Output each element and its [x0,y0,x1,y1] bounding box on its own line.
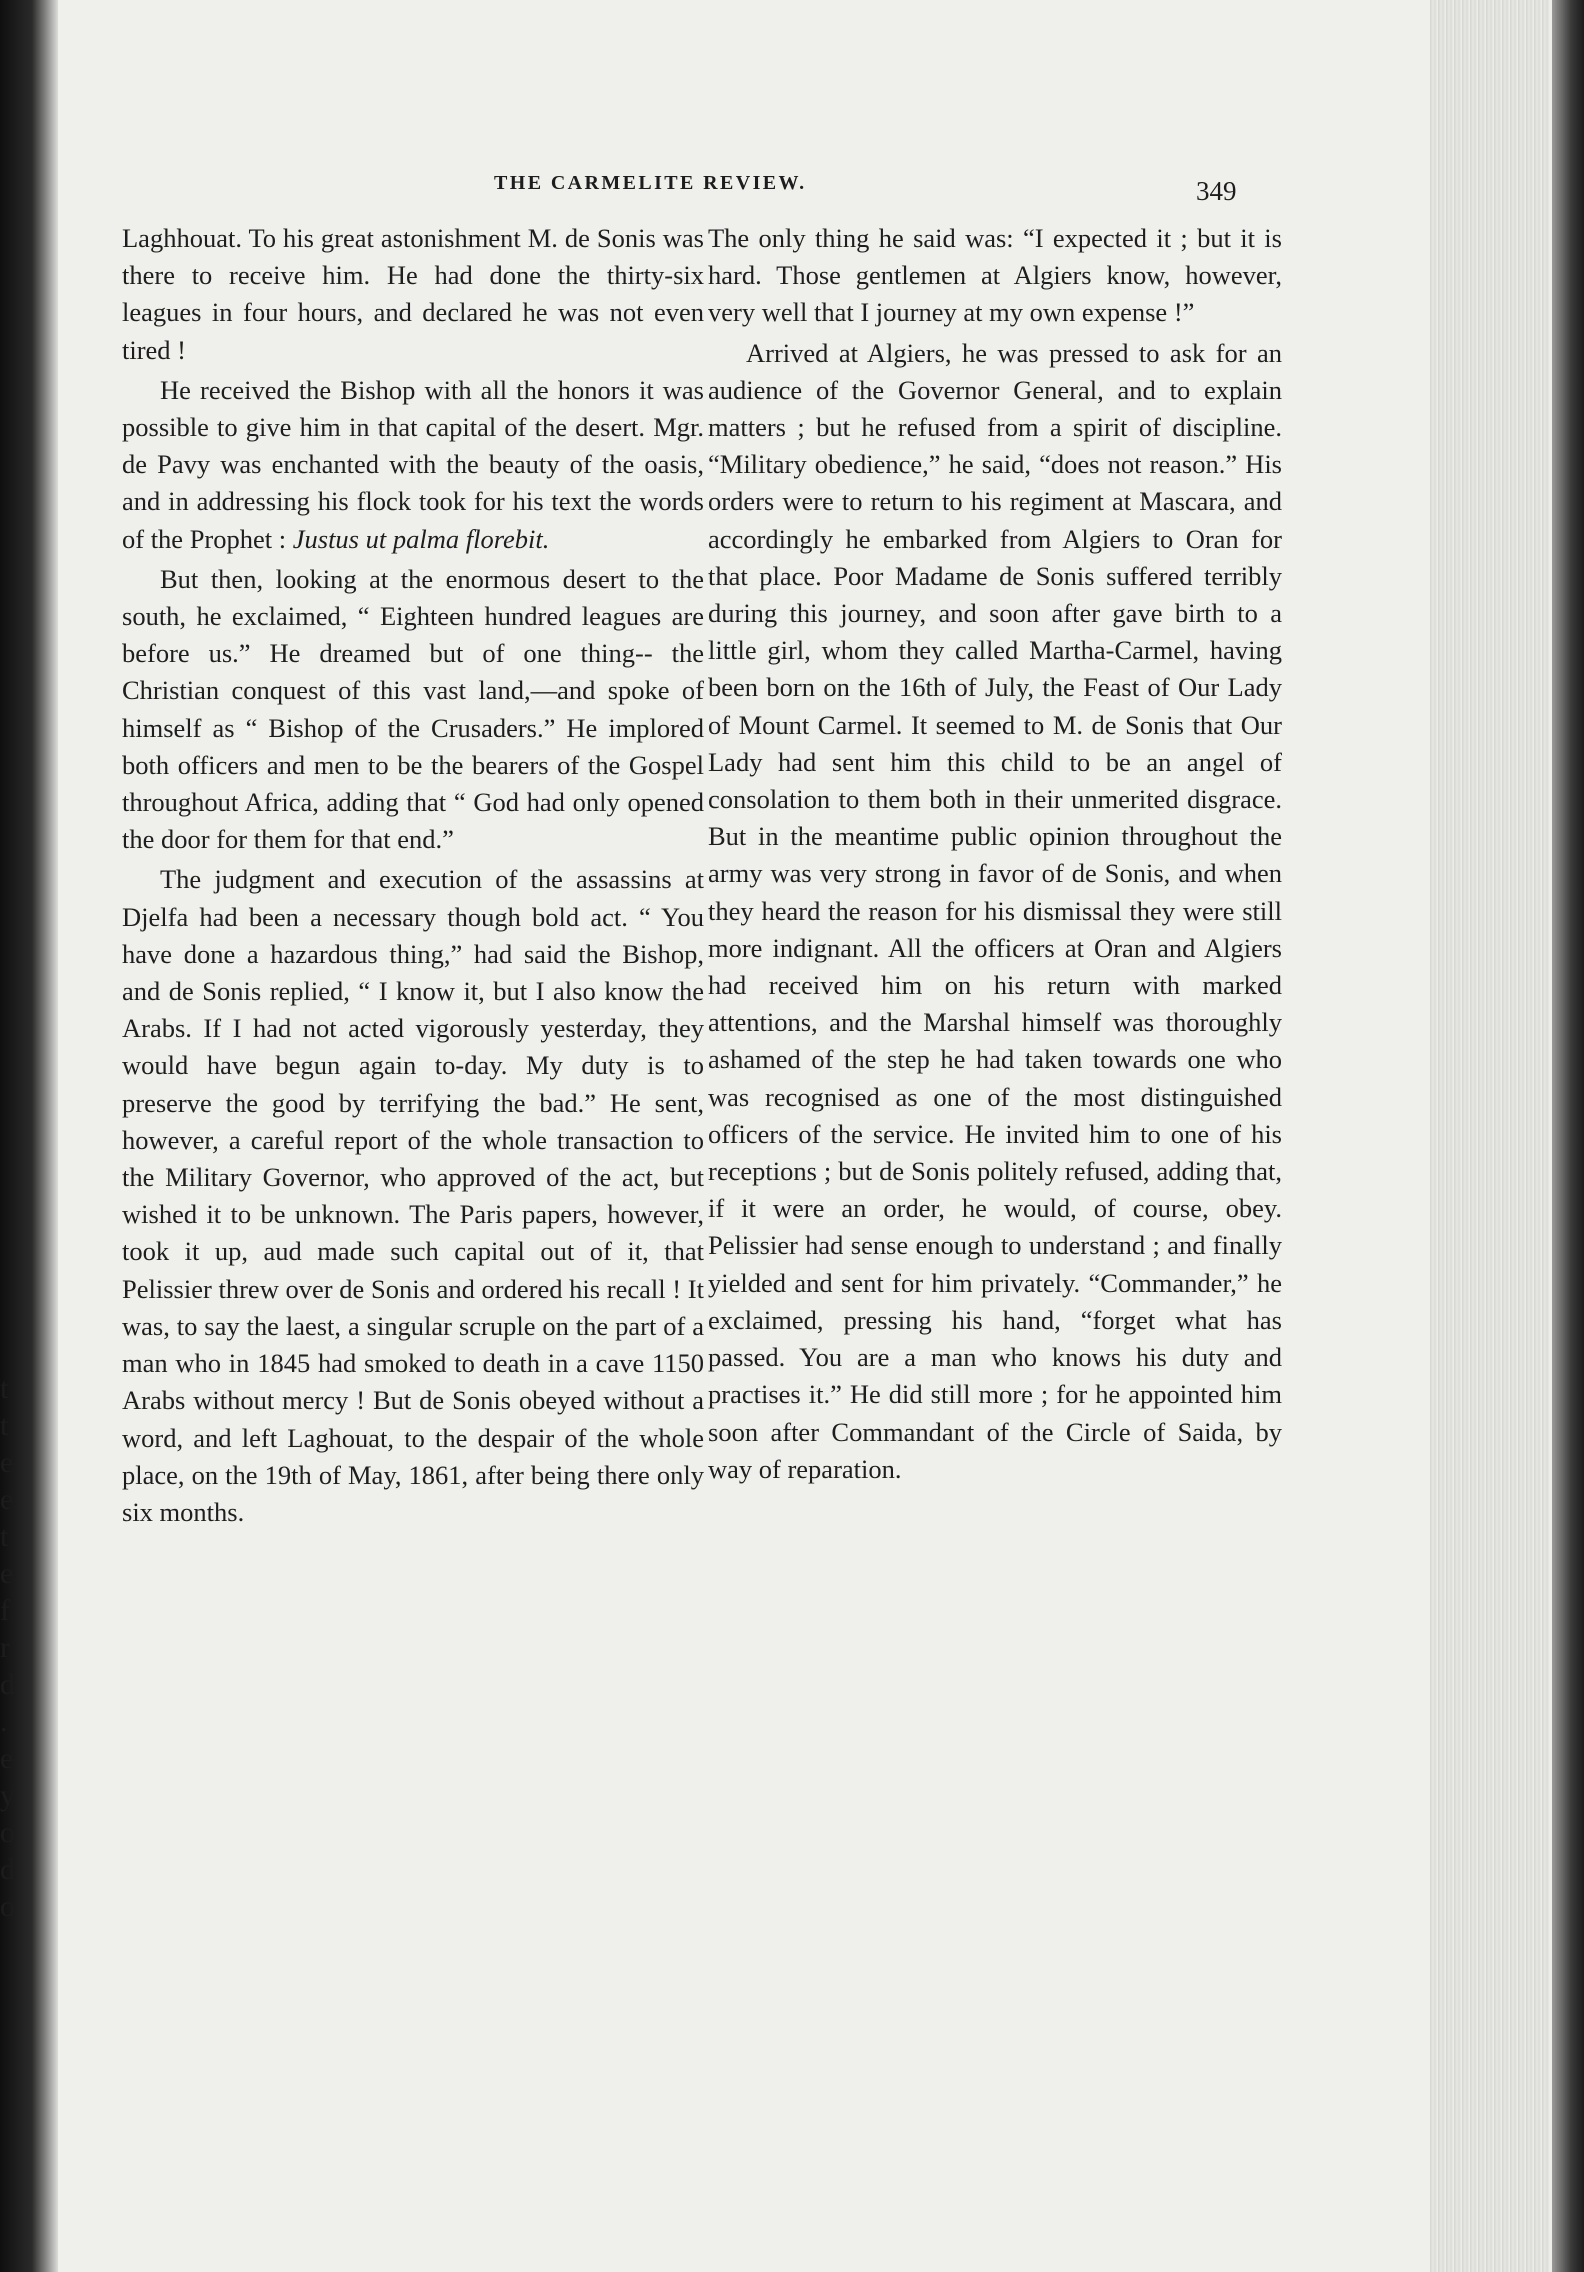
fragment-letter: e [0,1446,14,1479]
fragment-letter: y [0,1779,15,1812]
paragraph: But then, looking at the enormous desert to the south, he exclaimed, “ Eighteen hundred leagues are before us.” He dreamed but of one thing-- the Christian conquest of this vast land,—and spoke of himself as “ Bishop of the Crusaders.” He implored both officers and men to be the bearers of the Gospel throughout Africa, adding that “ God had only opened the door for them for that end.” [122,563,704,855]
paragraph: Laghhouat. To his great astonishment M. de Sonis was there to receive him. He had done the thirty-six leagues in four hours, and declared he was not even tired ! [122,223,704,365]
paragraph: The only thing he said was: “I expected it ; but it is hard. Those gentlemen at Algiers know, however, very well that I journey at my own expense !” [708,223,1282,328]
page-edge-shadow [1552,0,1584,2272]
running-title: THE CARMELITE REVIEW. [494,172,807,194]
paragraph-text: He received the Bishop with all the honors it was possible to give him in that capital of the desert. Mgr. de Pavy was enchanted with the beauty of the oasis, and in addressing his flock took for his text the words of the Prophet : [122,374,704,554]
paragraph: Arrived at Algiers, he was pressed to ask for an audience of the Governor General, and to explain matters ; but he refused from a spirit of discipline. “Military obedience,” he said, “does not reason.” His orders were to return to his regiment at Mascara, and accordingly he embarked from Algiers to Oran for that place. Poor Madame de Sonis suffered terribly during this journey, and soon after gave birth to a little girl, whom they called Martha-Carmel, having been born on the 16th of July, the Feast of Our Lady of Mount Carmel. It seemed to M. de Sonis that Our Lady had sent him this child to be an angel of consolation to them both in their unmerited disgrace. But in the meantime public opinion throughout the army was very strong in favor of de Sonis, and when they heard the reason for his dismissal they were still more indignant. All the officers at Oran and Algiers had received him on his return with marked attentions, and the Marshal himself was thoroughly ashamed of the step he had taken towards one who was recognised as one of the most distinguished officers of the service. He invited him to one of his receptions ; but de Sonis politely refused, adding that, if it were an order, he would, of course, obey. Pelissier had sense enough to understand ; and finally yielded and sent for him privately. “Commander,” he exclaimed, pressing his hand, “forget what has passed. You are a man who knows his duty and practises it.” He did still more ; for he appointed him soon after Commandant of the Circle of Saida, by way of reparation. [708,337,1282,1484]
page-number: 349 [1196,176,1237,206]
right-text-column [708,220,1282,1488]
page-edge-stack [1430,0,1550,2272]
left-text-column [122,220,704,1531]
fragment-letter: f [0,1594,10,1627]
page-header [478,172,1278,212]
fragment-letter: d [0,1668,15,1701]
fragment-letter: o [0,1890,15,1923]
latin-quote: Justus ut palma florebit. [292,523,550,554]
fragment-letter: t [0,1409,9,1442]
fragment-letter: . [0,1705,8,1738]
paragraph: The judgment and execution of the assassins at Djelfa had been a necessary though bold act. “ You have done a hazardous thing,” had said the Bishop, and de Sonis replied, “ I know it, but I also know the Arabs. If I had not acted vigorously yesterday, they would have begun again to-day. My duty is to preserve the good by terrifying the bad.” He sent, however, a careful report of the whole transaction to the Military Governor, who approved of the act, but wished it to be unknown. The Paris papers, however, took it up, aud made such capital out of it, that Pelissier threw over de Sonis and ordered his recall ! It was, to say the laest, a singular scruple on the part of a man who in 1845 had smoked to death in a cave 1150 Arabs without mercy ! But de Sonis obeyed without a word, and left Laghouat, to the despair of the whole place, on the 19th of May, 1861, after being there only six months. [122,864,704,1527]
facing-page-margin-fragment [0,1370,16,1925]
fragment-letter: e [0,1742,14,1775]
paragraph [122,372,704,558]
fragment-letter: o [0,1816,15,1849]
fragment-letter: t [0,1372,9,1405]
fragment-letter: e [0,1557,14,1590]
fragment-letter: e [0,1483,14,1516]
book-spine-shadow [0,0,58,2272]
fragment-letter: d [0,1853,15,1886]
fragment-letter: r [0,1631,10,1664]
fragment-letter: t [0,1520,9,1553]
